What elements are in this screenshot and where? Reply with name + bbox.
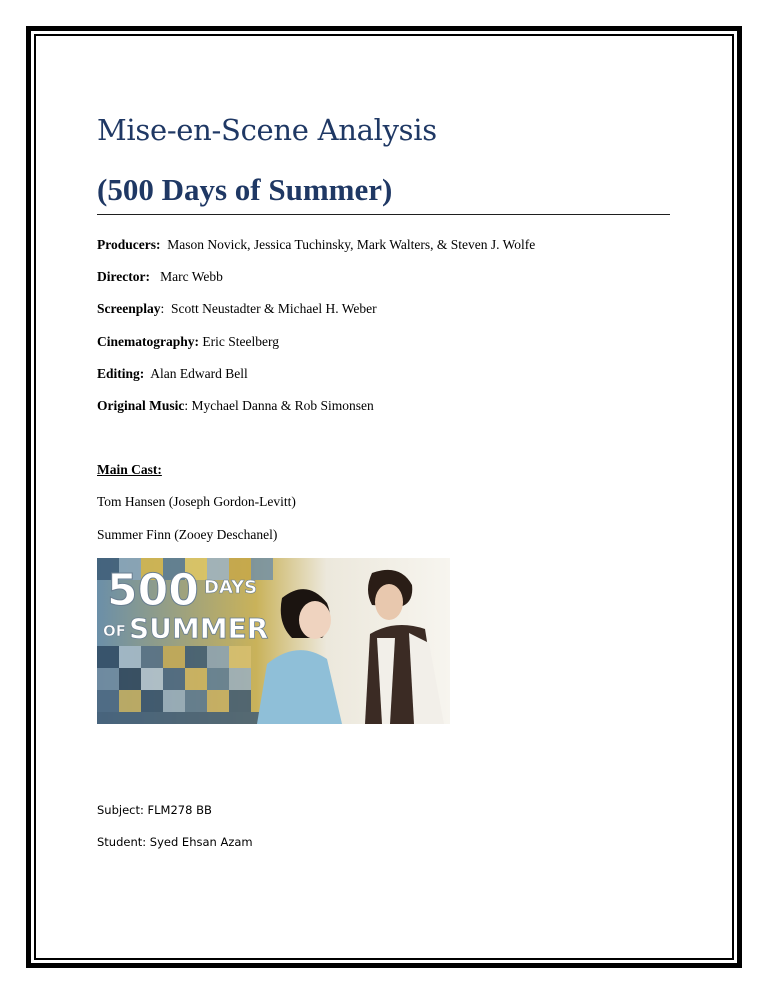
credit-value: Marc Webb	[149, 269, 223, 284]
poster-title-days: DAYS	[204, 577, 258, 598]
credit-director	[97, 269, 223, 285]
document-title: Mise-en-Scene Analysis	[97, 113, 437, 147]
main-cast-heading: Main Cast:	[97, 462, 162, 477]
credit-label: Screenplay	[97, 301, 161, 316]
credit-value: Alan Edward Bell	[144, 366, 248, 381]
credit-label: Producers:	[97, 237, 161, 252]
credit-screenplay	[97, 301, 377, 317]
subject-line: Subject: FLM278 BB	[97, 803, 212, 817]
credit-original-music	[97, 398, 374, 414]
credit-value: Eric Steelberg	[199, 334, 279, 349]
movie-poster-image	[97, 558, 450, 724]
poster-title-summer: SUMMER	[129, 612, 269, 645]
title-divider	[97, 214, 670, 215]
credit-value: : Scott Neustadter & Michael H. Weber	[160, 301, 377, 316]
cast-member: Summer Finn (Zooey Deschanel)	[97, 527, 278, 542]
document-subtitle: (500 Days of Summer)	[97, 172, 393, 207]
student-line: Student: Syed Ehsan Azam	[97, 835, 253, 849]
poster-title-of: OF	[103, 622, 126, 640]
credit-cinematography	[97, 334, 279, 350]
cast-member: Tom Hansen (Joseph Gordon-Levitt)	[97, 494, 296, 509]
credit-value: Mason Novick, Jessica Tuchinsky, Mark Walters, & Steven J. Wolfe	[160, 237, 536, 252]
credit-label: Director:	[97, 269, 150, 284]
credit-value: : Mychael Danna & Rob Simonsen	[184, 398, 374, 413]
credit-label: Original Music	[97, 398, 185, 413]
poster-title-500: 500	[107, 565, 199, 616]
credit-label: Editing:	[97, 366, 145, 381]
credit-editing	[97, 366, 248, 382]
credit-label: Cinematography:	[97, 334, 199, 349]
credit-producers	[97, 237, 535, 253]
